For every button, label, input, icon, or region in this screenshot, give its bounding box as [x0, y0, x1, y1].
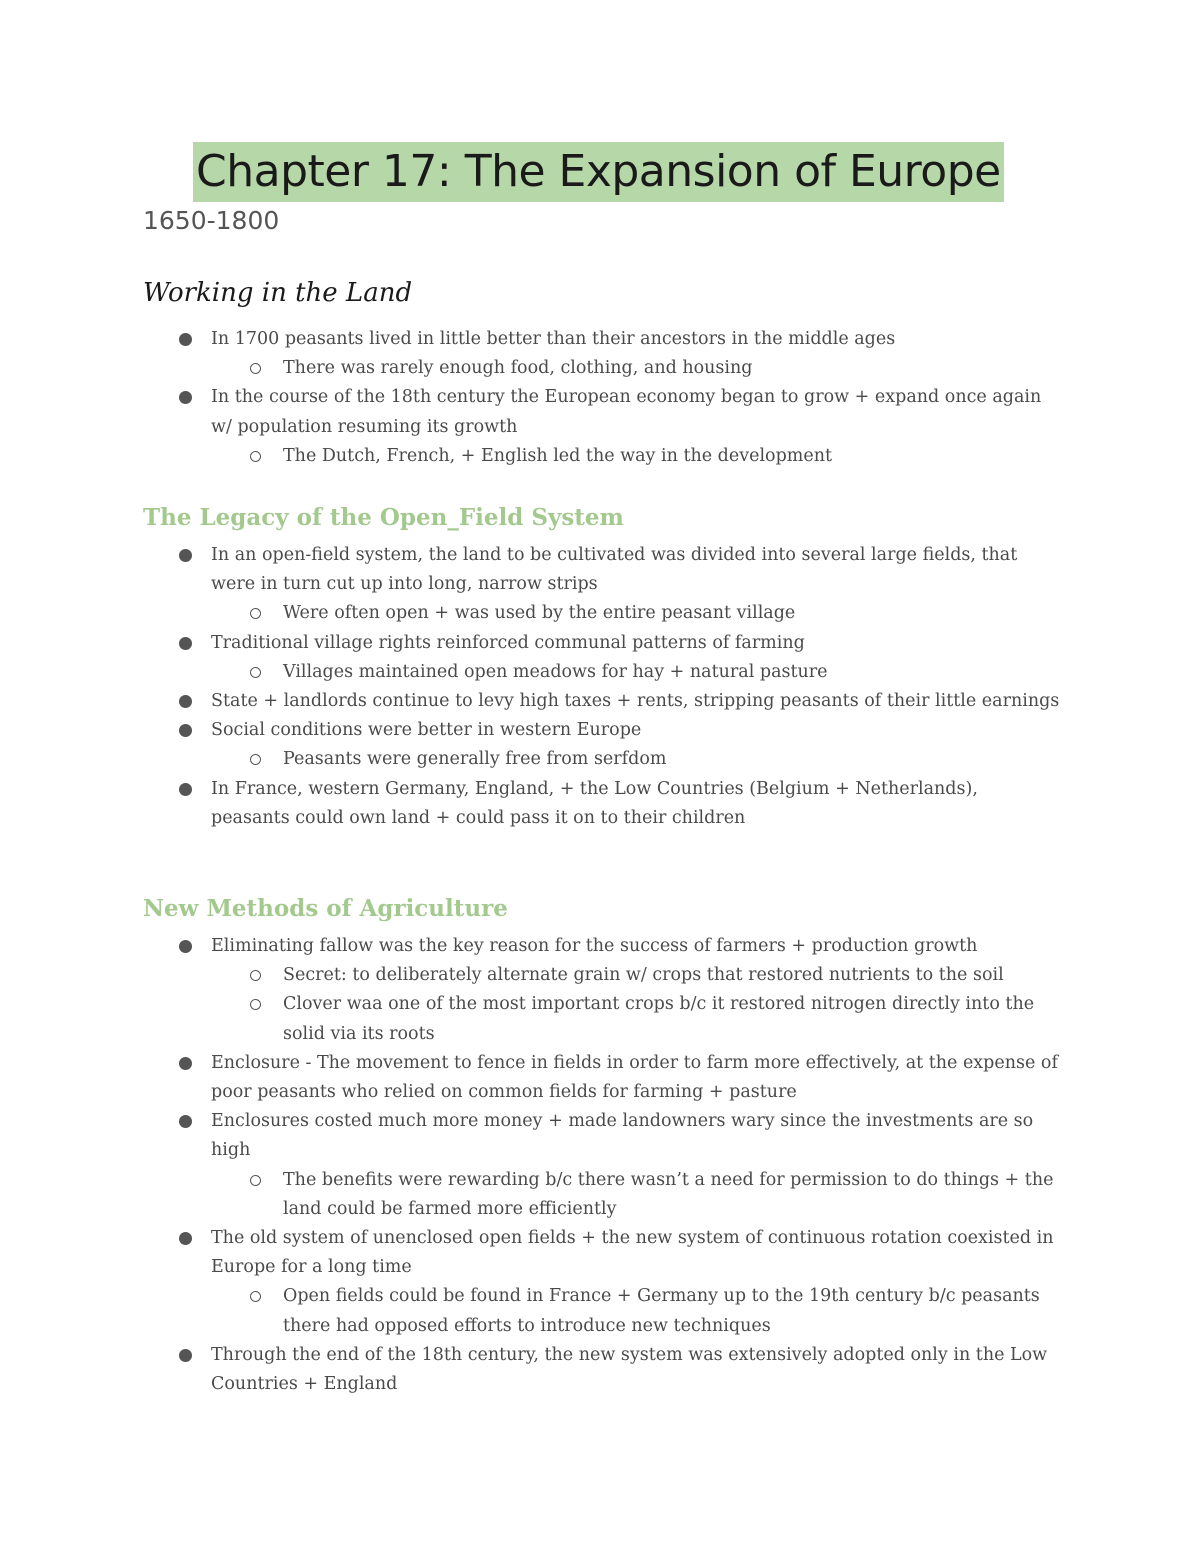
- section-heading-open-field-system: The Legacy of the Open_Field System: [143, 504, 624, 531]
- list-item-text: Enclosures costed much more money + made landowners wary since the investments are so high: [211, 1111, 1034, 1161]
- bullet-icon: [179, 940, 192, 953]
- page-title: Chapter 17: The Expansion of Europe: [193, 142, 1004, 202]
- bullet-icon: [179, 391, 192, 404]
- title-highlight: [193, 142, 1004, 202]
- bullet-icon: [179, 695, 192, 708]
- list-item-text: Through the end of the 18th century, the new system was extensively adopted only in the Low Countries + England: [211, 1344, 1048, 1395]
- section-list-working-in-the-land: [0, 325, 1200, 471]
- list-item: [0, 599, 1200, 628]
- section-heading-new-methods-of-agriculture: New Methods of Agriculture: [143, 895, 508, 922]
- bullet-icon: [179, 549, 192, 562]
- bullet-icon: [179, 333, 192, 346]
- list-item: [0, 442, 1200, 471]
- circle-bullet-icon: [250, 363, 261, 374]
- page-subtitle: 1650-1800: [143, 206, 280, 235]
- list-item-text: The Dutch, French, + English led the way in the development: [283, 445, 833, 466]
- list-item-text: Traditional village rights reinforced communal patterns of farming: [211, 632, 805, 653]
- list-item-text: Were often open + was used by the entire peasant village: [283, 603, 796, 624]
- list-item-text: In France, western Germany, England, + the Low Countries (Belgium + Netherlands), peasants could own land + could pass it on to their children: [211, 778, 978, 828]
- bullet-icon: [179, 1232, 192, 1245]
- list-item-text: Enclosure - The movement to fence in fields in order to farm more effectively, at the expense of poor peasants who relied on common fields for farming + pasture: [211, 1052, 1058, 1103]
- list-item: [0, 745, 1200, 774]
- circle-bullet-icon: [250, 1291, 261, 1302]
- list-item-text: There was rarely enough food, clothing, and housing: [283, 358, 753, 379]
- bullet-icon: [179, 637, 192, 650]
- list-item-text: In the course of the 18th century the European economy began to grow + expand once again w/ population resuming its growth: [211, 387, 1042, 437]
- list-item-text: Secret: to deliberately alternate grain w/ crops that restored nutrients to the soil: [283, 965, 1004, 986]
- circle-bullet-icon: [250, 608, 261, 619]
- list-item: [0, 1341, 1200, 1399]
- list-item-text: In 1700 peasants lived in little better than their ancestors in the middle ages: [211, 329, 896, 349]
- list-item: [0, 1282, 1200, 1340]
- list-item: [0, 1107, 1200, 1165]
- list-item: [0, 932, 1200, 961]
- bullet-icon: [179, 1057, 192, 1070]
- list-item: [0, 354, 1200, 383]
- list-item-text: In an open-field system, the land to be cultivated was divided into several large fields, that were in turn cut up into long, narrow strips: [211, 545, 1018, 595]
- list-item-text: The benefits were rewarding b/c there wasn’t a need for permission to do things + the land could be farmed more efficiently: [283, 1169, 1054, 1219]
- list-item: [0, 541, 1200, 599]
- list-item: [0, 716, 1200, 745]
- circle-bullet-icon: [250, 667, 261, 678]
- list-item-text: Open fields could be found in France + Germany up to the 19th century b/c peasants there had opposed efforts to introduce new techniques: [283, 1286, 1040, 1336]
- list-item: [0, 990, 1200, 1048]
- circle-bullet-icon: [250, 451, 261, 462]
- list-item-text: Social conditions were better in western Europe: [211, 720, 642, 741]
- list-item: [0, 658, 1200, 687]
- bullet-icon: [179, 724, 192, 737]
- list-item: [0, 687, 1200, 716]
- circle-bullet-icon: [250, 999, 261, 1010]
- circle-bullet-icon: [250, 970, 261, 981]
- section-heading-working-in-the-land: Working in the Land: [143, 278, 413, 308]
- list-item: [0, 383, 1200, 441]
- list-item: [0, 325, 1200, 354]
- list-item-text: Peasants were generally free from serfdom: [283, 749, 667, 770]
- bullet-icon: [179, 783, 192, 796]
- section-list-new-methods-of-agriculture: [0, 932, 1200, 1399]
- list-item: [0, 1224, 1200, 1282]
- list-item-text: The old system of unenclosed open fields + the new system of continuous rotation coexisted in Europe for a long time: [211, 1228, 1054, 1278]
- circle-bullet-icon: [250, 754, 261, 765]
- list-item-text: Clover waa one of the most important crops b/c it restored nitrogen directly into the solid via its roots: [283, 994, 1035, 1044]
- list-item-text: State + landlords continue to levy high taxes + rents, stripping peasants of their little earnings: [211, 691, 1060, 712]
- list-item-text: Eliminating fallow was the key reason for the success of farmers + production growth: [211, 936, 978, 956]
- list-item: [0, 629, 1200, 658]
- list-item: [0, 1166, 1200, 1224]
- list-item: [0, 961, 1200, 990]
- list-item: [0, 1049, 1200, 1107]
- section-list-open-field-system: [0, 541, 1200, 833]
- bullet-icon: [179, 1115, 192, 1128]
- bullet-icon: [179, 1349, 192, 1362]
- circle-bullet-icon: [250, 1175, 261, 1186]
- list-item: [0, 775, 1200, 833]
- list-item-text: Villages maintained open meadows for hay + natural pasture: [283, 661, 828, 682]
